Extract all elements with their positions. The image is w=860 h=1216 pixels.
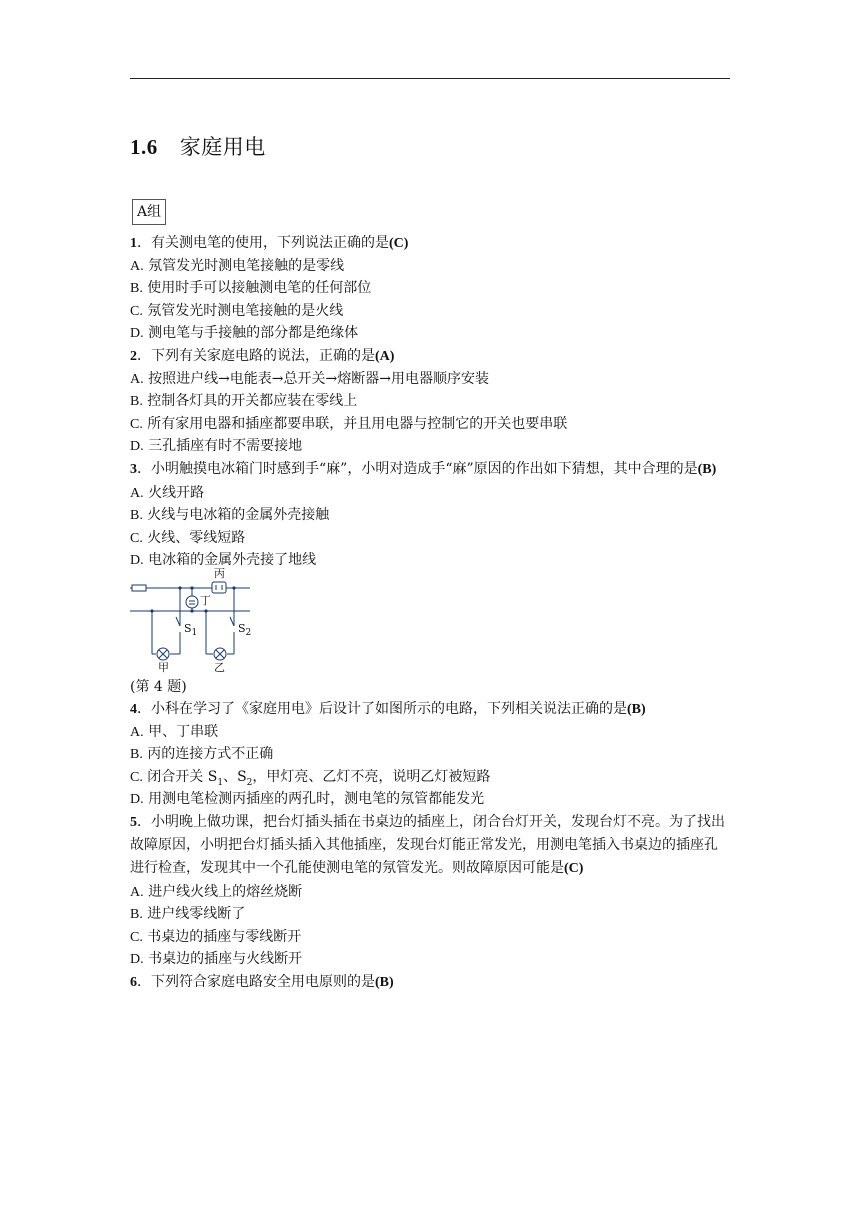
circuit-diagram xyxy=(130,566,260,674)
section-title xyxy=(130,131,266,161)
figure-caption: (第 4 题) xyxy=(130,678,187,695)
option: A. 进户线火线上的熔丝烧断 xyxy=(130,883,303,900)
label-switch-socket: 丁 xyxy=(200,593,211,607)
question-4: 4．小科在学习了《家庭用电》后设计了如图所示的电路，下列相关说法正确的是(B) xyxy=(130,700,646,717)
option: B. 进户线零线断了 xyxy=(130,906,246,923)
section-name: 家庭用电 xyxy=(179,135,266,159)
label-lamp1: 甲 xyxy=(158,660,169,674)
option: C. 氖管发光时测电笔接触的是火线 xyxy=(130,302,344,319)
option: C. 书桌边的插座与零线断开 xyxy=(130,928,302,945)
question-5: 5．小明晚上做功课，把台灯插头插在书桌边的插座上，闭合台灯开关，发现台灯不亮。为了找出故障原因，小明把台灯插头插入其他插座，发现台灯能正常发光，用测电笔插入书桌边的插座孔进行检查，发现其中一个孔能使测电笔的氖管发光。则故障原因可能是(C) xyxy=(130,813,725,877)
option: D. 三孔插座有时不需要接地 xyxy=(130,438,303,455)
option: D. 测电笔与手接触的部分都是绝缘体 xyxy=(130,325,359,342)
option: D. 书桌边的插座与火线断开 xyxy=(130,951,303,968)
option: A. 按照进户线→电能表→总开关→熔断器→用电器顺序安装 xyxy=(130,370,489,387)
question-2: 2．下列有关家庭电路的说法，正确的是(A) xyxy=(130,347,395,364)
header-rule xyxy=(130,78,730,79)
answer: (B) xyxy=(627,701,646,717)
option: A. 甲、丁串联 xyxy=(130,723,219,740)
option: A. 氖管发光时测电笔接触的是零线 xyxy=(130,257,345,274)
question-3: 3．小明触摸电冰箱门时感到手“麻”，小明对造成手“麻”原因的作出如下猜想，其中合理的是(B) xyxy=(130,460,717,477)
label-socket: 丙 xyxy=(214,566,225,580)
group-label: A组 xyxy=(132,199,166,225)
option: A. 火线开路 xyxy=(130,484,205,501)
option: B. 丙的连接方式不正确 xyxy=(130,746,274,763)
option: C. 火线、零线短路 xyxy=(130,529,246,546)
option: B. 火线与电冰箱的金属外壳接触 xyxy=(130,507,330,524)
option: C. 所有家用电器和插座都要串联，并且用电器与控制它的开关也要串联 xyxy=(130,415,568,432)
answer: (B) xyxy=(697,461,717,477)
option: B. 使用时手可以接触测电笔的任何部位 xyxy=(130,280,372,297)
question-1: 1．有关测电笔的使用，下列说法正确的是(C) xyxy=(130,235,409,251)
answer: (C) xyxy=(564,861,584,877)
option: D. 用测电笔检测丙插座的两孔时，测电笔的氖管都能发光 xyxy=(130,791,485,808)
answer: (B) xyxy=(375,975,394,991)
answer: (A) xyxy=(375,348,395,364)
question-list xyxy=(130,232,730,994)
option: C. 闭合开关 $S_1$、$S_2$，甲灯亮、乙灯不亮，说明乙灯被短路 xyxy=(130,768,491,788)
question-6: 6．下列符合家庭电路安全用电原则的是(B) xyxy=(130,974,394,991)
option: D. 电冰箱的金属外壳接了地线 xyxy=(130,552,317,569)
option: B. 控制各灯具的开关都应装在零线上 xyxy=(130,393,358,410)
label-s2: $S_2$ xyxy=(238,621,252,639)
label-lamp2: 乙 xyxy=(214,660,225,674)
section-number: 1.6 xyxy=(130,135,158,159)
answer: (C) xyxy=(389,236,409,251)
label-s1: $S_1$ xyxy=(184,621,198,639)
